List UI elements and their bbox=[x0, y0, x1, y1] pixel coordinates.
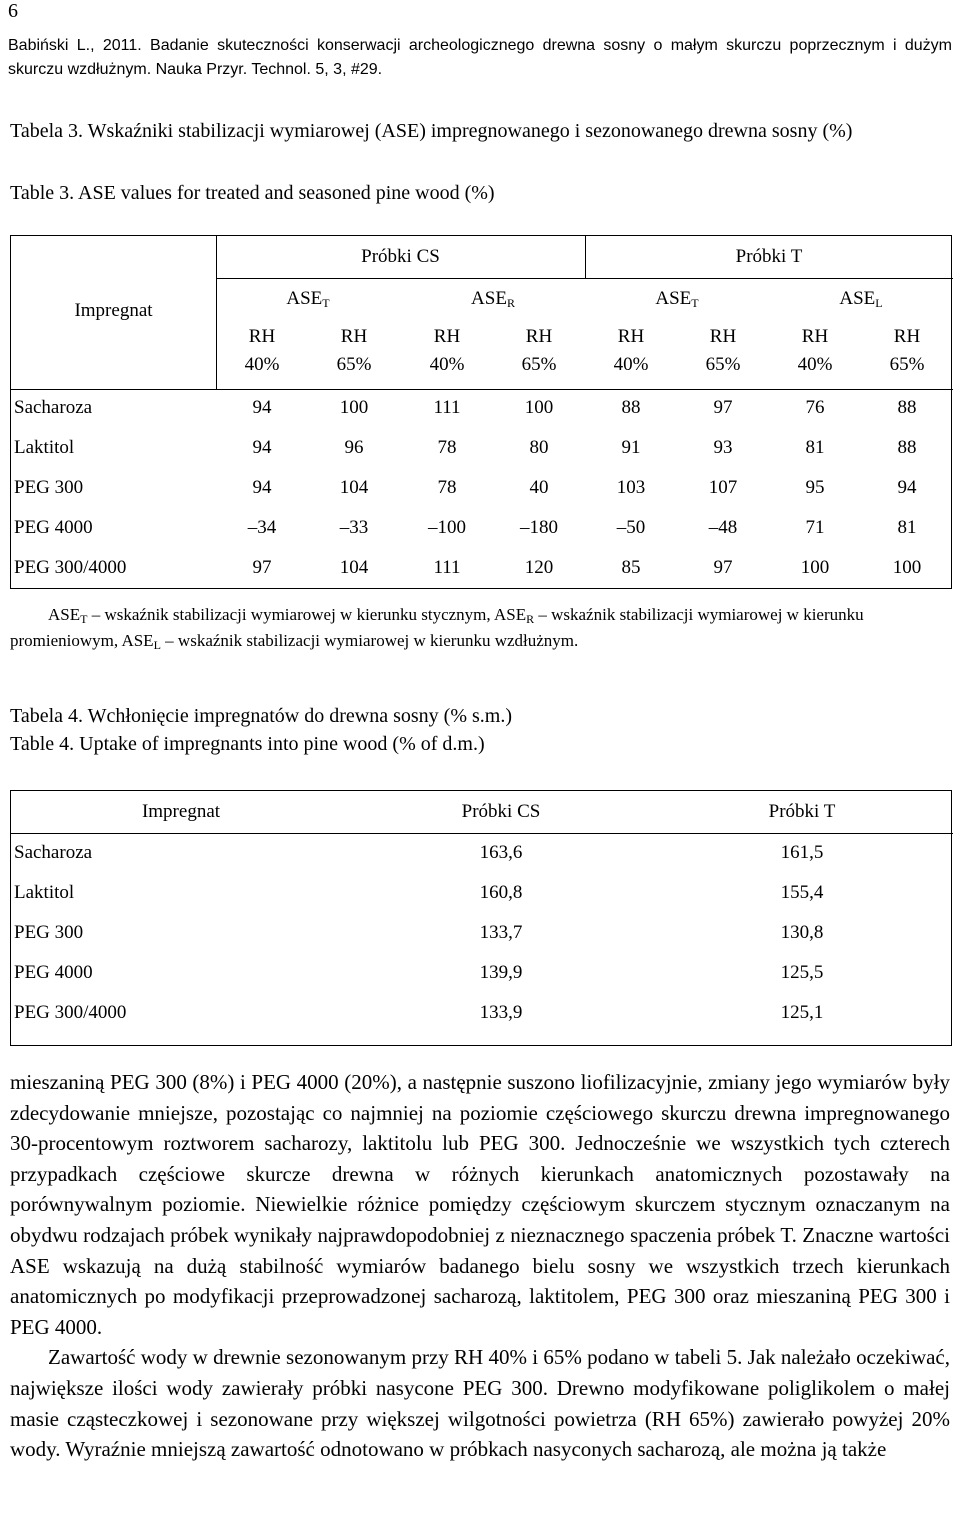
table3-caption-en: Table 3. ASE values for treated and seasoned pine wood (%) bbox=[10, 182, 495, 204]
footnote-term-l: $ASE_L$ bbox=[121, 631, 161, 652]
table4 bbox=[10, 790, 952, 1046]
table4-cell-cs: 160,8 bbox=[479, 882, 523, 903]
table4-row-label: Laktitol bbox=[14, 882, 75, 903]
table4-header-cs: Próbki CS bbox=[461, 801, 541, 822]
table3 bbox=[10, 235, 952, 589]
table3-header-impregnat: Impregnat bbox=[74, 300, 153, 321]
table3-cell: 100 bbox=[800, 557, 830, 578]
table3-cell: 81 bbox=[897, 517, 917, 538]
table3-ase-header: $ASE_L$ bbox=[839, 288, 883, 310]
table3-cell: 96 bbox=[344, 437, 364, 458]
table4-row-label: PEG 300 bbox=[14, 922, 84, 943]
table4-header-t: Próbki T bbox=[768, 801, 836, 822]
table3-group-cs: Próbki CS bbox=[361, 246, 440, 267]
table3-rh-label: RH bbox=[709, 326, 737, 347]
table3-cell: –48 bbox=[708, 517, 738, 538]
table4-cell-cs: 163,6 bbox=[479, 842, 523, 863]
table3-rh-percent: 65% bbox=[521, 354, 557, 375]
table4-header-impregnat: Impregnat bbox=[141, 801, 221, 822]
table3-row-label: PEG 300 bbox=[14, 477, 84, 498]
table4-cell-t: 125,5 bbox=[780, 962, 824, 983]
table3-cell: 111 bbox=[433, 557, 461, 578]
table3-cell: –50 bbox=[616, 517, 646, 538]
table3-rh-percent: 40% bbox=[797, 354, 833, 375]
table3-cell: 107 bbox=[708, 477, 738, 498]
table3-cell: 71 bbox=[805, 517, 825, 538]
table3-rh-percent: 40% bbox=[244, 354, 280, 375]
table4-cell-cs: 139,9 bbox=[479, 962, 523, 983]
table4-cell-cs: 133,7 bbox=[479, 922, 523, 943]
table3-row-label: Laktitol bbox=[14, 437, 75, 458]
table3-cell: –33 bbox=[339, 517, 369, 538]
paragraph-2: Zawartość wody w drewnie sezonowanym przy RH 40% i 65% podano w tabeli 5. Jak należało oczekiwać, największe ilości wody zawierały próbki nasycone PEG 300. Drewno modyfikowane poliglikolem o małej masie cząsteczkowej i sezonowane przy większej wilgotności powietrza (RH 65%) zawierało powyżej 20% wody. Wyraźnie mniejszą zawartość odnotowano w próbkach nasyconych sacharozą, ale można ją także bbox=[10, 1345, 950, 1462]
table3-rh-label: RH bbox=[801, 326, 829, 347]
table3-row-label: PEG 4000 bbox=[14, 517, 93, 538]
table3-cell: –34 bbox=[247, 517, 277, 538]
table3-cell: 93 bbox=[713, 437, 733, 458]
table3-rh-label: RH bbox=[433, 326, 461, 347]
table3-cell: 78 bbox=[437, 477, 457, 498]
citation: Babiński L., 2011. Badanie skuteczności konserwacji archeologicznego drewna sosny o małym skurczu poprzecznym i dużym skurczu wzdłużnym. Nauka Przyr. Technol. 5, 3, #29. bbox=[8, 37, 952, 78]
table3-rh-label: RH bbox=[617, 326, 645, 347]
table3-cell: 88 bbox=[897, 437, 917, 458]
table3-rh-percent: 65% bbox=[889, 354, 925, 375]
footnote-term-t: $ASE_T$ bbox=[48, 605, 88, 626]
table3-cell: 81 bbox=[805, 437, 825, 458]
footnote-term-r: $ASE_R$ bbox=[493, 605, 535, 626]
table3-cell: 97 bbox=[252, 557, 272, 578]
table3-cell: 40 bbox=[529, 477, 549, 498]
table4-cell-cs: 133,9 bbox=[479, 1002, 523, 1023]
table3-ase-header: $ASE_T$ bbox=[286, 288, 330, 310]
page-number: 6 bbox=[8, 0, 18, 22]
table3-ase-header: $ASE_T$ bbox=[655, 288, 699, 310]
table3-cell: 111 bbox=[433, 397, 461, 418]
table4-row-label: PEG 4000 bbox=[14, 962, 93, 983]
table4-cell-t: 155,4 bbox=[780, 882, 824, 903]
table3-rh-percent: 40% bbox=[429, 354, 465, 375]
table3-footnote: $ASE_T$ – wskaźnik stabilizacji wymiarowej w kierunku stycznym, $ASE_R$ – wskaźnik stabilizacji wymiarowej w kierunku promieniowym, $ASE_L$ – wskaźnik stabilizacji wymiarowej w kierunku wzdłużnym. bbox=[10, 605, 864, 652]
table3-cell: 95 bbox=[805, 477, 825, 498]
table3-cell: 91 bbox=[621, 437, 641, 458]
table3-cell: 100 bbox=[339, 397, 369, 418]
table3-cell: 88 bbox=[621, 397, 641, 418]
body-text bbox=[10, 1067, 950, 1465]
table3-rh-percent: 40% bbox=[613, 354, 649, 375]
table3-cell: 78 bbox=[437, 437, 457, 458]
table3-cell: 103 bbox=[616, 477, 646, 498]
table3-group-t: Próbki T bbox=[735, 246, 803, 267]
table3-rh-label: RH bbox=[248, 326, 276, 347]
table4-cell-t: 161,5 bbox=[780, 842, 824, 863]
table3-rh-percent: 65% bbox=[336, 354, 372, 375]
table4-cell-t: 130,8 bbox=[780, 922, 824, 943]
paragraph-1: mieszaniną PEG 300 (8%) i PEG 4000 (20%), a następnie suszono liofilizacyjnie, zmiany jego wymiarów były zdecydowanie mniejsze, pozostając co najmniej na poziomie częściowego skurczu drewna impregnowanego 30-procentowym roztworem sacharozy, laktitolu lub PEG 300. Jednocześnie we wszystkich tych czterech przypadkach częściowe skurcze drewna w różnych kierunkach anatomicznych pozostawały na porównywalnym poziomie. Niewielkie różnice pomiędzy częściowym skurczem stycznym oznaczanym na obydwu rodzajach próbek wynikały najprawdopodobniej z nieznacznego spaczenia próbek T. Znaczne wartości ASE wskazują na dużą stabilność wymiarów badanego bielu sosny we wszystkich trzech kierunkach anatomicznych po modyfikacji przeprowadzonej sacharozą, laktitolem, PEG 300 oraz mieszaniną PEG 300 i PEG 4000. bbox=[10, 1070, 950, 1339]
table3-ase-header: $ASE_R$ bbox=[471, 288, 515, 310]
table3-cell: 104 bbox=[339, 477, 369, 498]
table3-rh-label: RH bbox=[340, 326, 368, 347]
table3-row-label: PEG 300/4000 bbox=[14, 557, 127, 578]
table3-cell: 100 bbox=[524, 397, 554, 418]
table3-cell: 80 bbox=[529, 437, 549, 458]
table4-cell-t: 125,1 bbox=[780, 1002, 824, 1023]
table3-cell: 88 bbox=[897, 397, 917, 418]
table3-rh-label: RH bbox=[525, 326, 553, 347]
table3-rh-label: RH bbox=[893, 326, 921, 347]
table3-cell: 97 bbox=[713, 397, 733, 418]
table3-cell: 97 bbox=[713, 557, 733, 578]
table3-cell: –100 bbox=[428, 517, 466, 538]
table3-cell: 94 bbox=[252, 397, 272, 418]
table4-row-label: PEG 300/4000 bbox=[14, 1002, 127, 1023]
table4-row-label: Sacharoza bbox=[14, 842, 93, 863]
table4-caption-en: Table 4. Uptake of impregnants into pine wood (% of d.m.) bbox=[10, 733, 485, 755]
table3-rh-percent: 65% bbox=[705, 354, 741, 375]
table3-caption-pl: Tabela 3. Wskaźniki stabilizacji wymiarowej (ASE) impregnowanego i sezonowanego drewna sosny (%) bbox=[10, 120, 853, 142]
table3-cell: 94 bbox=[252, 437, 272, 458]
table3-cell: 85 bbox=[621, 557, 641, 578]
table4-caption-pl: Tabela 4. Wchłonięcie impregnatów do drewna sosny (% s.m.) bbox=[10, 705, 512, 727]
table3-cell: 100 bbox=[892, 557, 922, 578]
table3-row-label: Sacharoza bbox=[14, 397, 93, 418]
table3-cell: 94 bbox=[252, 477, 272, 498]
table3-cell: –180 bbox=[520, 517, 558, 538]
table3-cell: 94 bbox=[897, 477, 917, 498]
table3-cell: 76 bbox=[805, 397, 825, 418]
table3-cell: 120 bbox=[524, 557, 554, 578]
table3-cell: 104 bbox=[339, 557, 369, 578]
